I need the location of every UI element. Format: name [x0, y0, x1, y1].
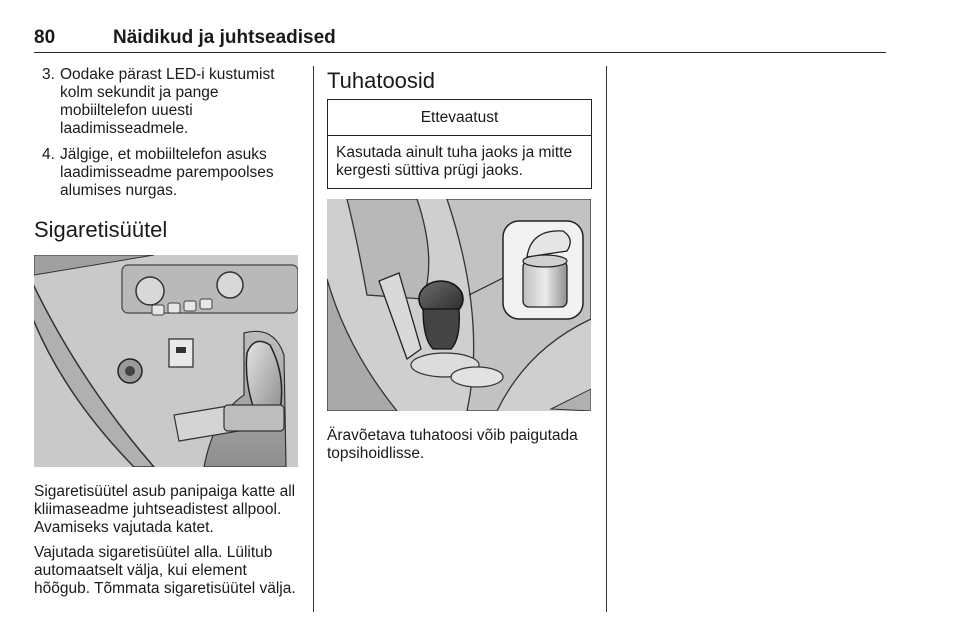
- warning-box: [327, 99, 592, 189]
- step-number: 3.: [42, 66, 55, 83]
- page-header: [34, 26, 886, 53]
- console-drawing: [34, 255, 298, 467]
- warning-title: Ettevaatust: [328, 100, 591, 136]
- paragraph-ashtray: Äravõetava tuhatoosi võib paigutada topsihoidlisse.: [327, 427, 578, 462]
- warning-text: Kasutada ainult tuha jaoks ja mitte kergesti süttiva prügi jaoks.: [336, 144, 573, 179]
- section-heading-cigarette-lighter: Sigaretisüütel: [34, 217, 168, 242]
- cigarette-lighter-illustration: [34, 255, 298, 467]
- page-title: Näidikud ja juhtseadised: [113, 27, 336, 48]
- step-text: Oodake pärast LED-i kustumist kolm sekundit ja pange mobiiltelefon uuesti laadimisseadmele.: [60, 66, 275, 137]
- column-divider: [606, 66, 607, 612]
- section-heading-ashtray: Tuhatoosid: [327, 68, 436, 93]
- column-middle: [327, 66, 593, 470]
- column-left: [34, 66, 300, 605]
- step-list: [34, 66, 300, 200]
- page-number: 80: [34, 27, 56, 48]
- step-item: [34, 146, 300, 200]
- ashtray-illustration: [327, 199, 591, 411]
- step-item: [34, 66, 300, 138]
- step-number: 4.: [42, 146, 55, 163]
- step-text: Jälgige, et mobiiltelefon asuks laadimisseadme parempoolses alumises nurgas.: [60, 146, 274, 199]
- column-divider: [313, 66, 314, 612]
- paragraph-lighter-usage: Vajutada sigaretisüütel alla. Lülitub automaatselt välja, kui element hõõgub. Tõmmata sigaretisüütel välja.: [34, 544, 296, 597]
- ashtray-drawing: [327, 199, 591, 411]
- paragraph-lighter-location: Sigaretisüütel asub panipaiga katte all kliimaseadme juhtseadistest allpool. Avamiseks vajutada katet.: [34, 483, 296, 536]
